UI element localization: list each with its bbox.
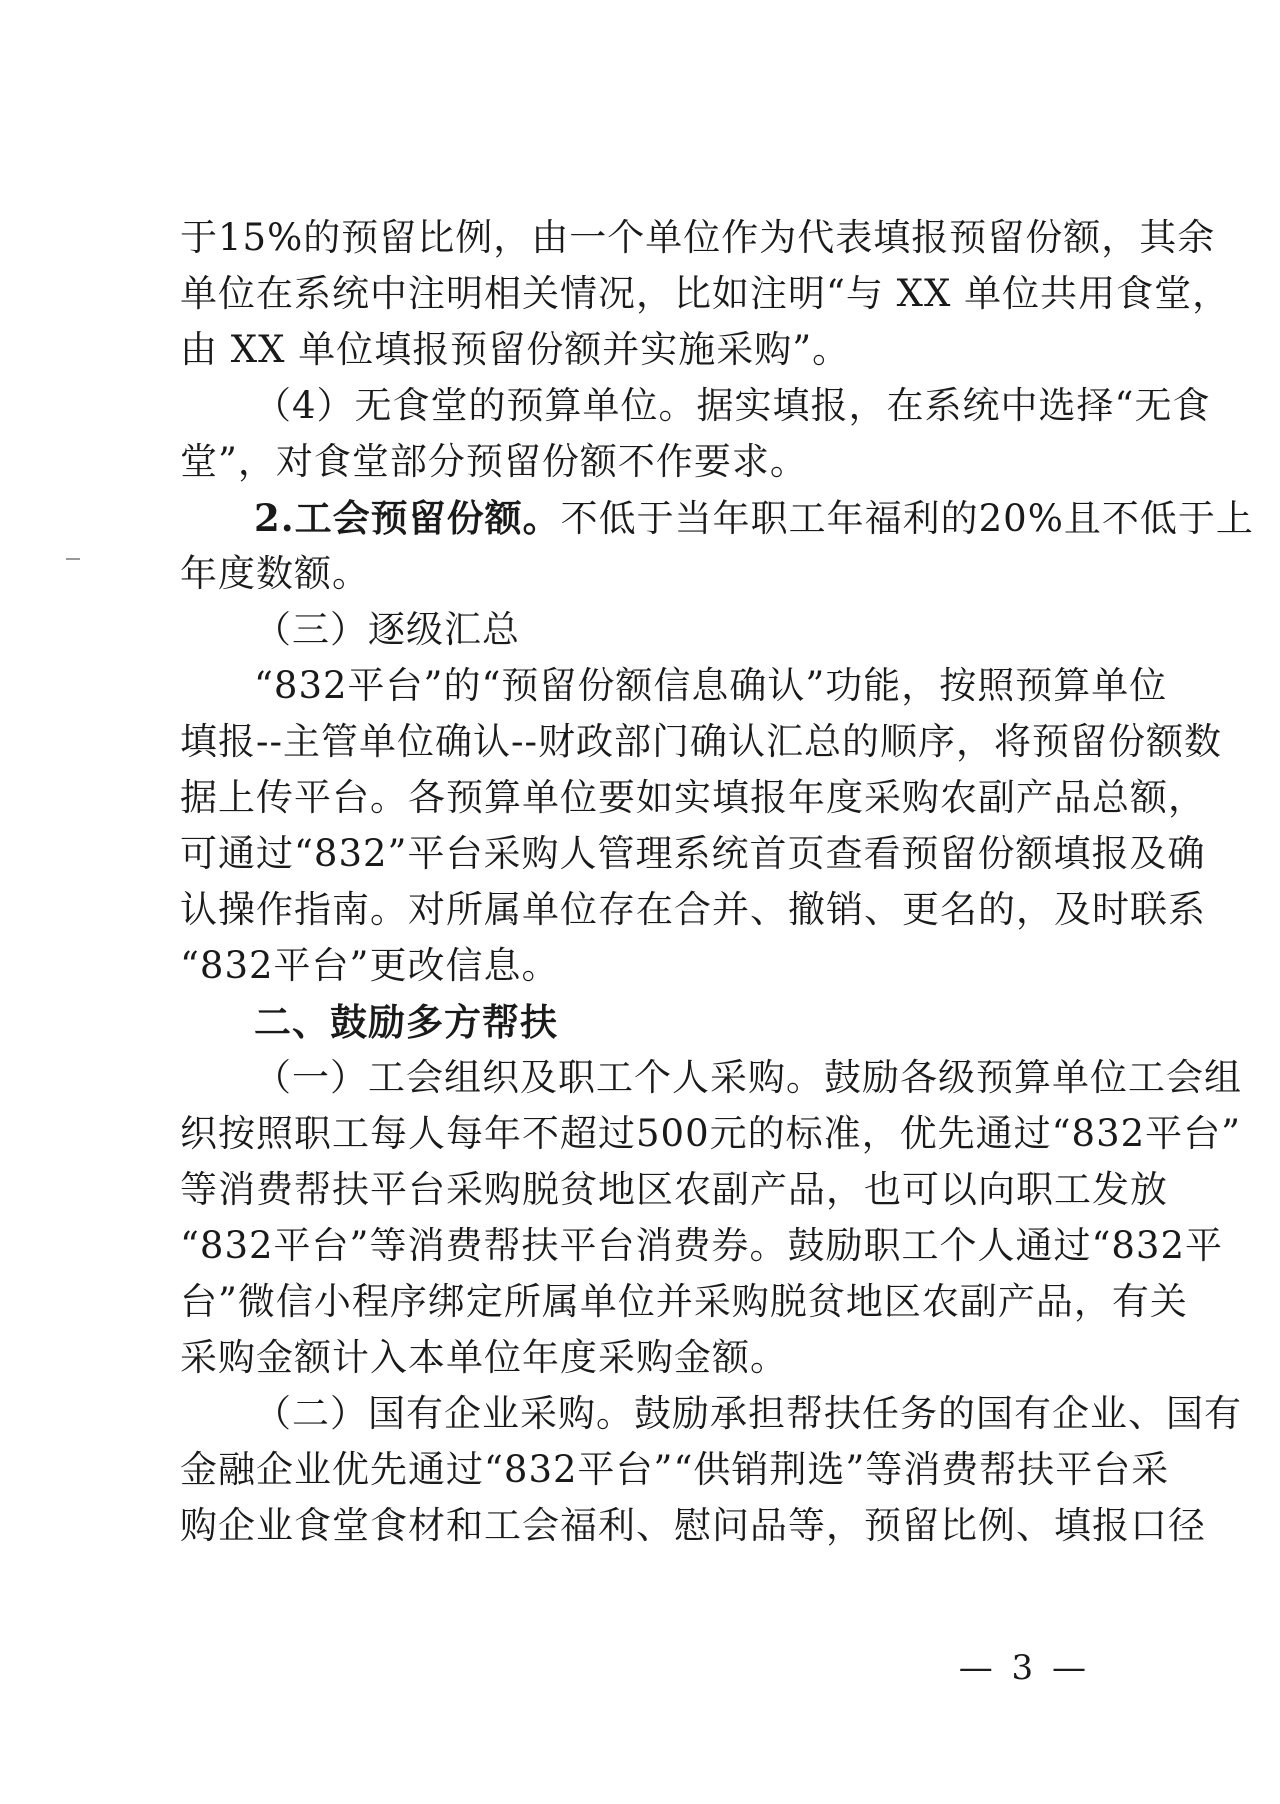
paragraph-line: 等消费帮扶平台采购脱贫地区农副产品，也可以向职工发放: [180, 1168, 1168, 1211]
chapter-heading: 二、鼓励多方帮扶: [254, 1000, 558, 1044]
paragraph-line: 采购金额计入本单位年度采购金额。: [180, 1336, 788, 1379]
paragraph-line: （一）工会组织及职工个人采购。鼓励各级预算单位工会组: [254, 1056, 1242, 1099]
paragraph-line: “832平台”更改信息。: [180, 944, 560, 987]
paragraph-line: 填报--主管单位确认--财政部门确认汇总的顺序，将预留份额数: [180, 720, 1223, 763]
paragraph-line: 金融企业优先通过“832平台”“供销荆选”等消费帮扶平台采: [180, 1448, 1170, 1491]
paragraph-line: 织按照职工每人每年不超过500元的标准，优先通过“832平台”: [180, 1112, 1242, 1155]
paragraph-line: 于15%的预留比例，由一个单位作为代表填报预留份额，其余: [180, 216, 1216, 259]
section-heading: （三）逐级汇总: [254, 608, 520, 651]
paragraph-line: 认操作指南。对所属单位存在合并、撤销、更名的，及时联系: [180, 888, 1206, 931]
paragraph-line: 由 XX 单位填报预留份额并实施采购”。: [180, 328, 851, 371]
paragraph-line: 台”微信小程序绑定所属单位并采购脱贫地区农副产品，有关: [180, 1280, 1188, 1323]
paragraph-line: 据上传平台。各预算单位要如实填报年度采购农副产品总额，: [180, 776, 1206, 819]
page-number: — 3 —: [958, 1648, 1090, 1688]
paragraph-line: （二）国有企业采购。鼓励承担帮扶任务的国有企业、国有: [254, 1392, 1242, 1435]
union-reserve-heading: 2.工会预留份额。: [254, 496, 561, 540]
paragraph-line: 单位在系统中注明相关情况，比如注明“与 XX 单位共用食堂，: [180, 272, 1231, 315]
paragraph-line: “832平台”的“预留份额信息确认”功能，按照预算单位: [254, 664, 1168, 707]
paragraph-text: 不低于当年职工年福利的20%且不低于上: [560, 497, 1254, 540]
paragraph-line: 年度数额。: [180, 552, 370, 595]
paragraph-line-with-heading: [254, 492, 1254, 544]
paragraph-line: （4）无食堂的预算单位。据实填报，在系统中选择“无食: [254, 384, 1211, 427]
paragraph-line: “832平台”等消费帮扶平台消费券。鼓励职工个人通过“832平: [180, 1224, 1223, 1267]
paragraph-line: 购企业食堂食材和工会福利、慰问品等，预留比例、填报口径: [180, 1504, 1206, 1547]
scan-mark: [66, 558, 80, 560]
paragraph-line: 堂”，对食堂部分预留份额不作要求。: [180, 440, 808, 483]
paragraph-line: 可通过“832”平台采购人管理系统首页查看预留份额填报及确: [180, 832, 1206, 875]
